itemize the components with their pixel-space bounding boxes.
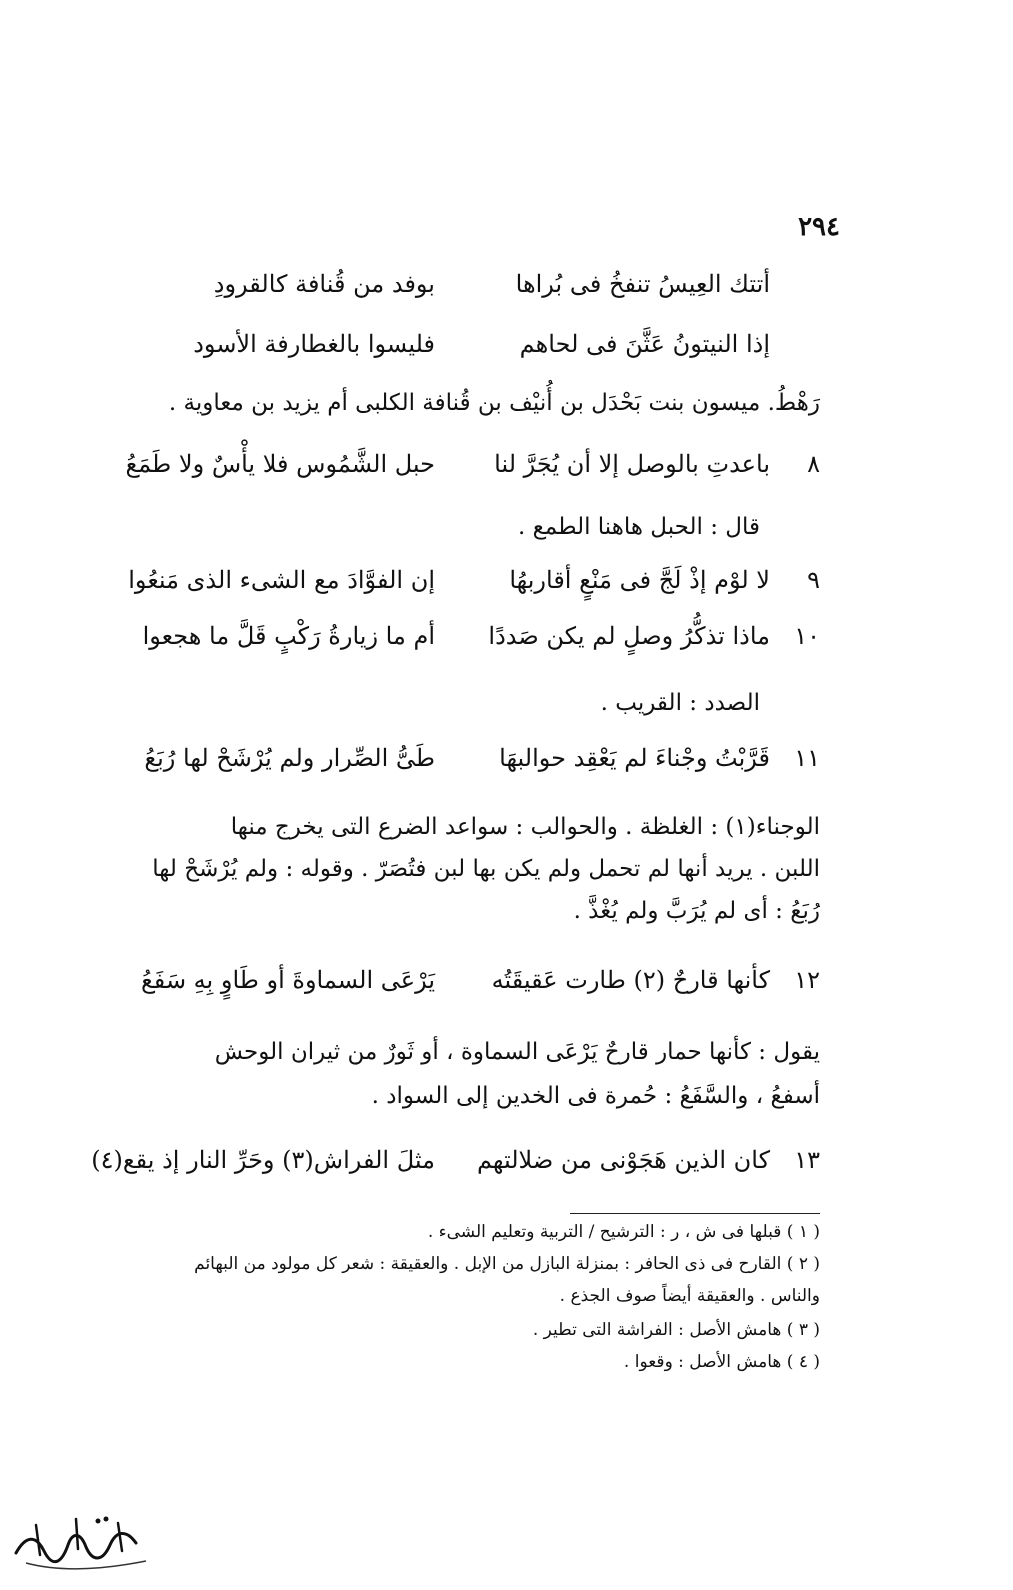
verse-second-hemistich: يَرْعَى السماوةَ أو طَاوٍ بِهِ سَفَعُ: [141, 966, 435, 994]
prose-paragraph: [120, 390, 820, 434]
verse-10: [120, 618, 820, 662]
verse-number: ١٠: [794, 622, 820, 650]
gloss-10: [120, 684, 820, 728]
verse-second-hemistich: أم ما زيارةُ رَكْبٍ قَلَّ ما هجعوا: [142, 622, 435, 650]
footnote-divider: [570, 1213, 820, 1214]
verse-number: ١٢: [794, 966, 820, 994]
verse-second-hemistich: حبل الشَّمُوس فلا يأْسٌ ولا طَمَعُ: [125, 450, 435, 478]
verse-second-hemistich: فليسوا بالغطارفة الأسود: [193, 330, 435, 358]
verse-first-hemistich: إذا النيتونُ عَثَّنَ فى لحاهم: [519, 330, 770, 358]
verse-top-1: [120, 266, 820, 310]
footnote: ( ٣ ) هامش الأصل : الفراشة التى تطير .: [532, 1320, 820, 1340]
verse-first-hemistich: كأنها قارحٌ (٢) طارت عَقيقَتُه: [491, 966, 770, 994]
verse-11: [120, 740, 820, 784]
verse-number: ٩: [807, 566, 820, 594]
verse-first-hemistich: أتتك العِيسُ تنفخُ فى بُراها: [515, 270, 770, 298]
gloss-text: الصدد : القريب .: [600, 690, 760, 716]
verse-first-hemistich: لا لوْم إذْ لَجَّ فى مَنْعٍ أقاربهُا: [509, 566, 770, 594]
verse-12: [120, 962, 820, 1006]
verse-second-hemistich: إن الفوَّادَ مع الشىء الذى مَنعُوا: [128, 566, 435, 594]
prose-line: أسفعُ ، والسَّفَعُ : حُمرة فى الخدين إلى السواد .: [371, 1083, 820, 1109]
verse-second-hemistich: طَىُّ الصِّرار ولم يُرْشَحْ لها رُبَعُ: [144, 744, 435, 772]
prose-line: اللبن . يريد أنها لم تحمل ولم يكن بها لبن فتُصَرّ . وقوله : ولم يُرْشَحْ لها: [152, 856, 820, 882]
verse-second-hemistich: بوفد من قُنافة كالقرودِ: [213, 270, 435, 298]
verse-first-hemistich: باعدتِ بالوصل إلا أن يُجَرَّ لنا: [494, 450, 770, 478]
prose-line: يقول : كأنها حمار قارحٌ يَرْعَى السماوة ، أو ثَورٌ من ثيران الوحش: [214, 1039, 820, 1065]
page-number: ٢٩٤: [798, 212, 840, 242]
footnote: ( ١ ) قبلها فى ش ، ر : الترشيح / التربية وتعليم الشىء .: [427, 1222, 820, 1242]
verse-first-hemistich: قَرَّبْتُ وجْناءَ لم يَعْقِد حوالبهَا: [499, 744, 770, 772]
prose-line: الوجناء(١) : الغلظة . والحوالب : سواعد الضرع التى يخرج منها: [230, 814, 820, 840]
verse-number: ١٣: [794, 1146, 820, 1174]
verse-13: [91, 1142, 820, 1186]
prose-line: رُبَعُ : أى لم يُرَبَّ ولم يُغْذَّ .: [573, 898, 820, 924]
gloss-8: [120, 508, 820, 552]
verse-second-hemistich: مثلَ الفراش(٣) وحَرِّ النار إذ يقع(٤): [91, 1146, 435, 1174]
prose-commentary-12: [120, 1030, 820, 1120]
prose-commentary-11: [120, 806, 820, 936]
prose-line: رَهْطُ. ميسون بنت بَحْدَل بن أُنيْف بن قُنافة الكلبى أم يزيد بن معاوية .: [168, 390, 820, 416]
footnote: والناس . والعقيقة أيضاً صوف الجذع .: [559, 1286, 820, 1306]
verse-top-2: [120, 326, 820, 370]
verse-9: [120, 562, 820, 606]
verse-number: ٨: [807, 450, 820, 478]
footnote: ( ٢ ) القارح فى ذى الحافر : بمنزلة البازل من الإبل . والعقيقة : شعر كل مولود من البهائم: [194, 1254, 820, 1274]
verse-number: ١١: [794, 744, 820, 772]
verse-first-hemistich: ماذا تذكُّرُ وصلٍ لم يكن صَددًا: [488, 622, 770, 650]
verse-8: [120, 446, 820, 490]
calligraphy-logo-icon: [6, 1505, 156, 1575]
calligraphy-logo-drawing: [6, 1505, 156, 1575]
verse-first-hemistich: كان الذين هَجَوْنى من ضلالتهم: [476, 1146, 770, 1174]
gloss-text: قال : الحبل هاهنا الطمع .: [518, 514, 760, 540]
footnote: ( ٤ ) هامش الأصل : وقعوا .: [623, 1352, 820, 1372]
